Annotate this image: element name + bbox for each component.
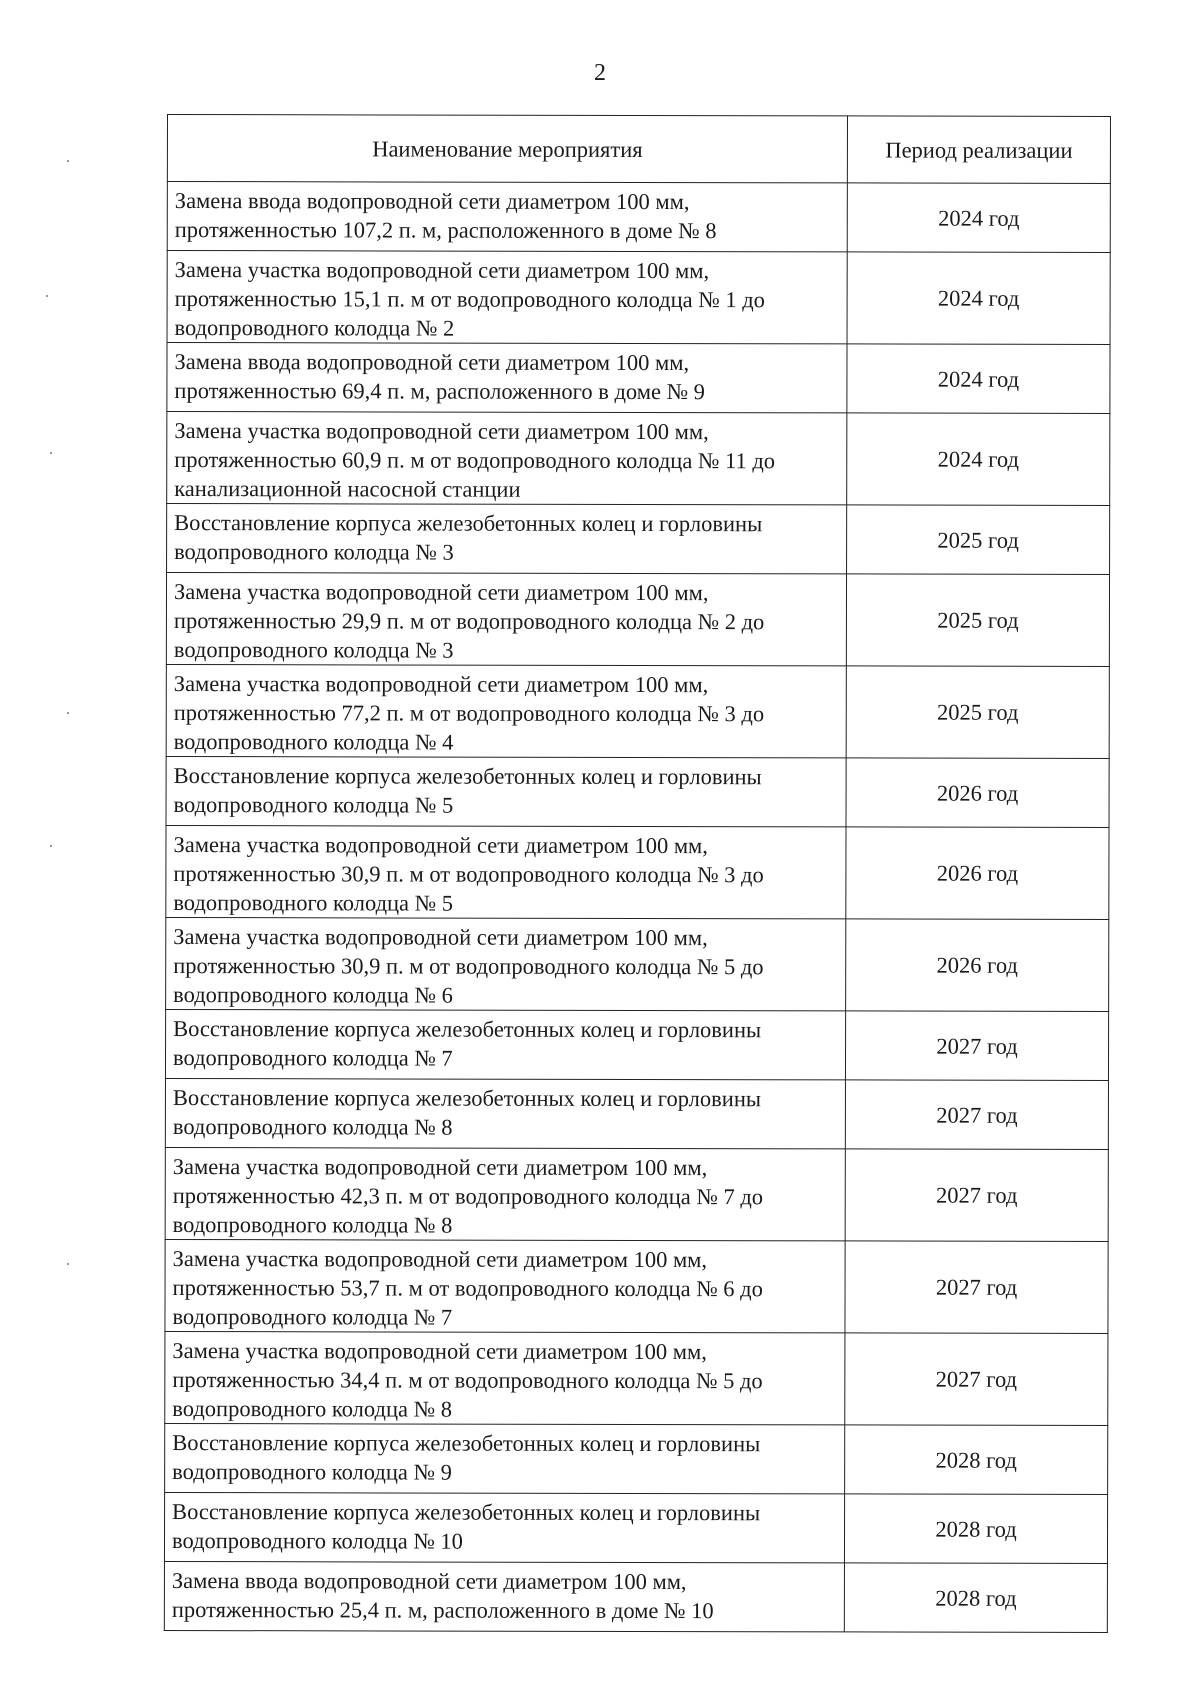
event-name: Замена участка водопроводной сети диаметром 100 мм, протяженностью 53,7 п. м от водопроводного колодца № 6 до водопроводного колодца № 7 — [165, 1239, 845, 1332]
event-period: 2024 год — [847, 183, 1110, 253]
scan-speck — [67, 1263, 69, 1265]
table-row — [167, 343, 1110, 414]
scan-speck — [50, 845, 52, 847]
event-period: 2024 год — [847, 252, 1110, 345]
event-name: Замена участка водопроводной сети диаметром 100 мм, протяженностью 29,9 п. м от водопроводного колодца № 2 до водопроводного колодца № 3 — [166, 573, 846, 666]
event-name: Замена ввода водопроводной сети диаметром 100 мм, протяженностью 69,4 п. м, расположенного в доме № 9 — [167, 343, 847, 413]
event-name: Восстановление корпуса железобетонных колец и горловины водопроводного колодца № 8 — [165, 1078, 845, 1148]
table-row — [165, 1239, 1108, 1333]
scan-speck — [67, 712, 69, 714]
table-row — [167, 504, 1110, 575]
event-name: Восстановление корпуса железобетонных колец и горловины водопроводного колодца № 3 — [167, 504, 847, 574]
event-name: Восстановление корпуса железобетонных колец и горловины водопроводного колодца № 5 — [166, 756, 846, 826]
table-row — [167, 412, 1110, 506]
event-period: 2028 год — [845, 1425, 1108, 1495]
table-row — [166, 573, 1109, 667]
table-row — [164, 1561, 1107, 1632]
event-name: Восстановление корпуса железобетонных колец и горловины водопроводного колодца № 9 — [165, 1423, 845, 1493]
event-name: Замена участка водопроводной сети диаметром 100 мм, протяженностью 30,9 п. м от водопроводного колодца № 3 до водопроводного колодца № 5 — [166, 825, 846, 918]
event-name: Замена ввода водопроводной сети диаметром 100 мм, протяженностью 107,2 п. м, расположенного в доме № 8 — [167, 182, 847, 252]
event-period: 2026 год — [846, 758, 1109, 828]
table-row — [165, 1009, 1108, 1080]
event-period: 2025 год — [846, 666, 1109, 759]
event-period: 2027 год — [845, 1011, 1108, 1081]
scan-speck — [50, 452, 52, 454]
header-period: Период реализации — [847, 116, 1110, 184]
event-name: Замена участка водопроводной сети диаметром 100 мм, протяженностью 30,9 п. м от водопроводного колодца № 5 до водопроводного колодца № 6 — [166, 917, 846, 1010]
event-name: Замена участка водопроводной сети диаметром 100 мм, протяженностью 60,9 п. м от водопроводного колодца № 11 до канализационной насосной станции — [167, 412, 847, 505]
event-period: 2026 год — [846, 827, 1109, 920]
table-row — [167, 251, 1110, 345]
event-period: 2024 год — [847, 344, 1110, 414]
event-period: 2025 год — [847, 505, 1110, 575]
event-period: 2026 год — [846, 919, 1109, 1012]
event-name: Замена участка водопроводной сети диаметром 100 мм, протяженностью 34,4 п. м от водопроводного колодца № 5 до водопроводного колодца № 8 — [165, 1331, 845, 1424]
event-period: 2028 год — [844, 1494, 1107, 1564]
table-row — [166, 917, 1109, 1011]
event-period: 2027 год — [845, 1241, 1108, 1334]
table-row — [165, 1147, 1108, 1241]
table-row — [166, 756, 1109, 827]
header-name: Наименование мероприятия — [167, 115, 847, 183]
table-row — [167, 182, 1110, 253]
table-row — [166, 825, 1109, 919]
page-number: 2 — [594, 60, 606, 86]
event-name: Замена участка водопроводной сети диаметром 100 мм, протяженностью 15,1 п. м от водопроводного колодца № 1 до водопроводного колодца № 2 — [167, 251, 847, 344]
table-row — [165, 1331, 1108, 1425]
event-name: Замена ввода водопроводной сети диаметром 100 мм, протяженностью 25,4 п. м, расположенного в доме № 10 — [164, 1561, 844, 1631]
scan-speck — [67, 160, 69, 162]
event-period: 2024 год — [847, 413, 1110, 506]
event-period: 2027 год — [845, 1333, 1108, 1426]
event-name: Восстановление корпуса железобетонных колец и горловины водопроводного колодца № 7 — [165, 1009, 845, 1079]
event-period: 2028 год — [844, 1563, 1107, 1633]
table-row — [166, 664, 1109, 758]
table-row — [165, 1078, 1108, 1149]
table-row — [164, 1492, 1107, 1563]
event-name: Замена участка водопроводной сети диаметром 100 мм, протяженностью 77,2 п. м от водопроводного колодца № 3 до водопроводного колодца № 4 — [166, 664, 846, 757]
table-row — [165, 1423, 1108, 1494]
event-period: 2027 год — [845, 1080, 1108, 1150]
event-period: 2027 год — [845, 1149, 1108, 1242]
event-name: Замена участка водопроводной сети диаметром 100 мм, протяженностью 42,3 п. м от водопроводного колодца № 7 до водопроводного колодца № 8 — [165, 1147, 845, 1240]
events-table — [164, 114, 1111, 1633]
table-header-row — [167, 115, 1110, 184]
event-period: 2025 год — [846, 574, 1109, 667]
scan-speck — [46, 295, 48, 297]
event-name: Восстановление корпуса железобетонных колец и горловины водопроводного колодца № 10 — [164, 1492, 844, 1562]
